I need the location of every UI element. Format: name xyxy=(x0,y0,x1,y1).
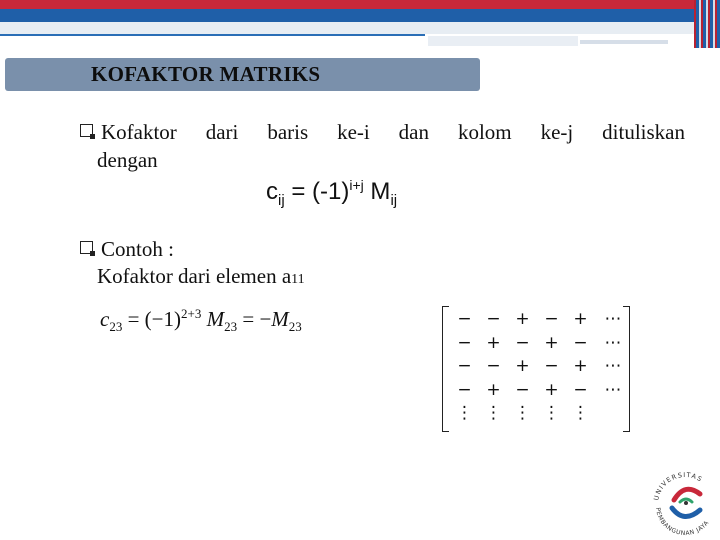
matrix-cell: − xyxy=(515,379,530,400)
matrix-cell: − xyxy=(457,332,472,353)
matrix-cell: − xyxy=(544,356,559,376)
cofactor-formula xyxy=(266,177,397,209)
formula-c: c xyxy=(266,178,278,205)
header-stripe xyxy=(0,34,425,36)
ex-m1-sub: 23 xyxy=(224,319,238,335)
matrix-cell: − xyxy=(573,332,588,353)
bullet-2-line-2 xyxy=(97,264,305,289)
matrix-cell: − xyxy=(486,356,501,376)
matrix-cell: + xyxy=(544,332,559,353)
matrix-cell: + xyxy=(486,379,501,400)
matrix-cell: ⋯ xyxy=(604,309,622,329)
formula-m-sub: ij xyxy=(390,191,398,209)
ex-eq: = (−1) xyxy=(122,307,182,331)
matrix-cell: ⋯ xyxy=(604,332,622,353)
matrix-cell: + xyxy=(515,309,530,329)
matrix-cell: ⋮ xyxy=(485,403,502,423)
header-corner-pattern xyxy=(694,0,720,48)
header-accent xyxy=(428,36,578,46)
ex-c: c xyxy=(100,307,110,331)
slide-title: KOFAKTOR MATRIKS xyxy=(91,62,321,86)
matrix-cell: + xyxy=(544,379,559,400)
ex-m2-sub: 23 xyxy=(288,319,302,335)
square-bullet-icon xyxy=(80,124,93,137)
example-text: Kofaktor dari elemen a xyxy=(97,264,292,288)
matrix-cell: ⋯ xyxy=(604,379,622,400)
matrix-cell: + xyxy=(486,332,501,353)
ex-m1: M xyxy=(206,307,225,331)
formula-exponent: i+j xyxy=(349,177,364,193)
matrix-cell: − xyxy=(573,379,588,400)
matrix-cell: − xyxy=(457,309,472,329)
logo-text-top: UNIVERSITAS xyxy=(652,470,705,502)
matrix-cell: − xyxy=(486,309,501,329)
matrix-cell: ⋮ xyxy=(543,403,560,423)
matrix-cell: ⋮ xyxy=(572,403,589,423)
matrix-cell: − xyxy=(515,332,530,353)
bullet-2-line-1: Contoh : xyxy=(101,237,174,261)
logo-text-bottom: PEMBANGUNAN JAYA xyxy=(653,507,711,538)
matrix-cell xyxy=(595,402,631,426)
matrix-cell: + xyxy=(515,356,530,376)
matrix-cell: ⋯ xyxy=(604,356,622,376)
matrix-grid xyxy=(450,308,631,426)
header-accent-line xyxy=(580,40,668,44)
bullet-2 xyxy=(80,236,174,262)
svg-text:PEMBANGUNAN JAYA xyxy=(654,507,711,537)
ex-eq2: = − xyxy=(237,307,272,331)
formula-c-sub: ij xyxy=(278,191,285,209)
matrix-cell: ⋮ xyxy=(456,403,473,423)
bullet-1-line-2: dengan xyxy=(97,148,158,172)
bullet-1-line-1: Kofaktor dari baris ke-i dan kolom ke-j dituliskan xyxy=(100,120,685,144)
matrix-cell: − xyxy=(457,379,472,400)
square-bullet-icon xyxy=(80,241,93,254)
example-formula xyxy=(100,306,302,335)
matrix-cell: + xyxy=(573,356,588,376)
matrix-cell: + xyxy=(573,309,588,329)
ex-m2: M xyxy=(271,307,289,331)
example-subscript: 11 xyxy=(291,272,305,287)
ex-exponent: 2+3 xyxy=(181,306,202,321)
sign-matrix xyxy=(442,306,630,430)
formula-eq: = (-1) xyxy=(284,178,350,205)
ex-c-sub: 23 xyxy=(109,319,123,335)
header-red-band xyxy=(0,0,720,9)
matrix-cell: − xyxy=(544,309,559,329)
matrix-cell: ⋮ xyxy=(514,403,531,423)
matrix-left-bracket xyxy=(442,306,449,432)
title-bar xyxy=(5,58,480,91)
bullet-1 xyxy=(80,119,685,145)
matrix-cell: − xyxy=(457,356,472,376)
formula-m: M xyxy=(363,178,391,205)
header-light-band xyxy=(0,22,720,34)
university-logo-icon xyxy=(650,462,720,540)
